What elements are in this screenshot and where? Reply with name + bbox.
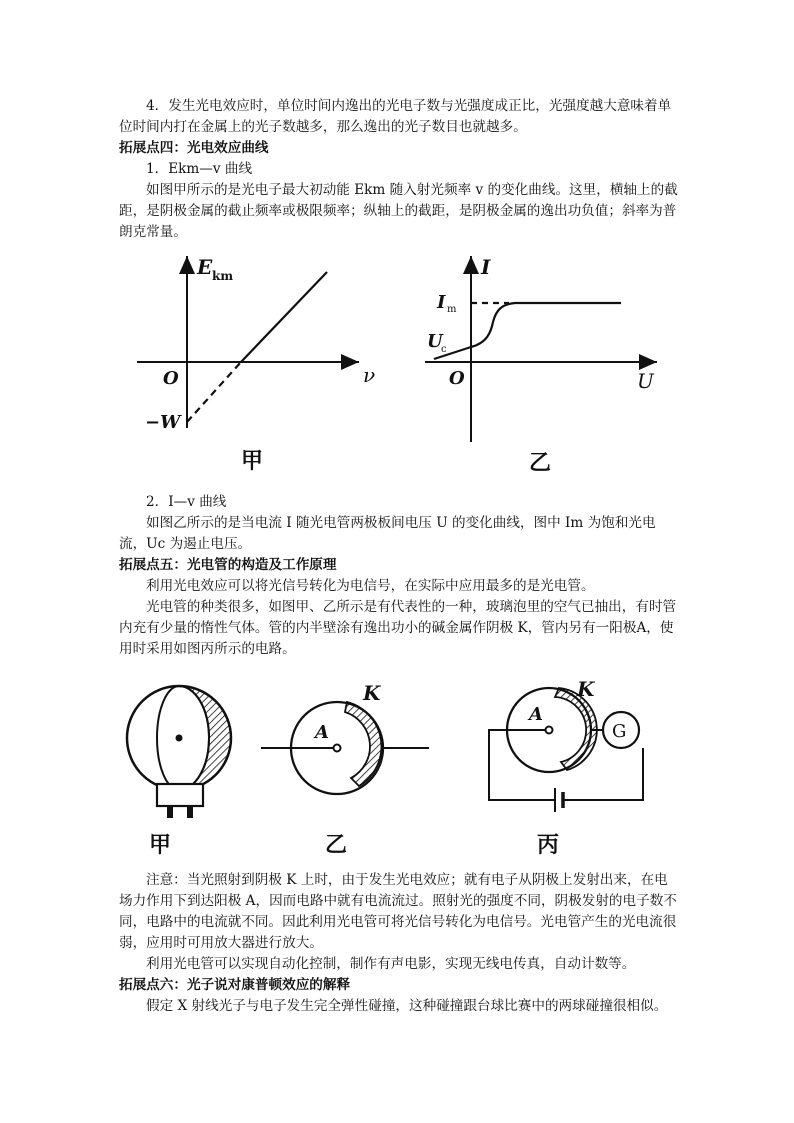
- galvanometer-label: G: [612, 721, 627, 742]
- caption-yi: 乙: [529, 450, 552, 476]
- figure-phototube: [119, 672, 689, 862]
- phototube-bulb: [127, 686, 231, 858]
- voltage-axis-label: U: [637, 369, 654, 393]
- uc-label: U: [427, 331, 443, 352]
- im-sub: m: [447, 304, 457, 315]
- uc-sub: c: [441, 344, 447, 355]
- paragraph-use: 利用光电管可以实现自动化控制，制作有声电影，实现无线电传真，自动计数等。: [146, 956, 636, 972]
- figure-curves: [119, 250, 679, 480]
- paragraph-note: 注意：当光照射到阴极 K 上时，由于发生光电效应；就有电子从阴极上发射出来，在电场力作用下到达阳极 A，因而电路中就有电流流过。照射光的强度不同，阴极发射的电子数不同，电路中的电流就不同。因此利用光电管可将光信号转化为电信号。光电管产生的光电流很弱，应用时可用放大器进行放大。: [119, 872, 677, 951]
- im-label: I: [437, 292, 446, 313]
- cathode-label: K: [363, 681, 381, 705]
- cathode-label-2: K: [577, 677, 595, 701]
- paragraph-5a: 利用光电效应可以将光信号转化为电信号，在实际中应用最多的是光电管。: [146, 578, 595, 594]
- paragraph-5b: 光电管的种类很多，如图甲、乙所示是有代表性的一种，玻璃泡里的空气已抽出，有时管内充有少量的惰性气体。管的内半壁涂有逸出功小的碱金属作阴极 K，管内另有一阳极A，使用时采用如图丙所示的电路。: [119, 599, 677, 657]
- phototube-circuit: [489, 677, 643, 858]
- nu-axis-label: ν: [363, 363, 376, 387]
- caption-yi-2: 乙: [325, 832, 348, 858]
- origin-label: O: [163, 368, 179, 389]
- document-page: [119, 96, 679, 243]
- heading-point-4: 拓展点四：光电效应曲线: [119, 140, 269, 156]
- anode-label-2: A: [529, 704, 543, 725]
- ekm-axis-sub: km: [212, 269, 234, 283]
- document-page-3: [119, 870, 679, 1017]
- origin-label-2: O: [449, 368, 465, 389]
- anode-label: A: [315, 722, 329, 743]
- subheading-ekm-curve: 1．Ekm—v 曲线: [146, 161, 253, 177]
- heading-point-5: 拓展点五：光电管的构造及工作原理: [119, 557, 337, 573]
- phototube-schematic: [261, 681, 429, 858]
- ekm-graph: [137, 255, 375, 474]
- ekm-axis-label: E: [197, 255, 213, 279]
- document-page-2: [119, 492, 679, 660]
- current-axis-label: I: [481, 255, 491, 279]
- work-function-label: −W: [145, 412, 181, 433]
- caption-bing: 丙: [537, 832, 560, 858]
- caption-jia: 甲: [241, 448, 264, 474]
- caption-jia-2: 甲: [149, 832, 172, 858]
- paragraph-iu: 如图乙所示的是当电流 I 随光电管两极板间电压 U 的变化曲线，图中 Im 为饱和光电流，Uc 为遏止电压。: [119, 515, 656, 552]
- subheading-iu-curve: 2．I—v 曲线: [146, 494, 227, 510]
- iu-graph: [425, 255, 657, 476]
- paragraph-ekm: 如图甲所示的是光电子最大初动能 Ekm 随入射光频率 v 的变化曲线。这里，横轴上的截距，是阴极金属的截止频率或极限频率；纵轴上的截距，是阴极金属的逸出功负值；斜率为普朗克常量。: [119, 182, 678, 240]
- heading-point-6: 拓展点六：光子说对康普顿效应的解释: [119, 977, 351, 993]
- paragraph-4: 4．发生光电效应时，单位时间内逸出的光电子数与光强度成正比，光强度越大意味着单位时间内打在金属上的光子数越多，那么逸出的光子数目也就越多。: [119, 98, 672, 135]
- paragraph-6: 假定 X 射线光子与电子发生完全弹性碰撞，这种碰撞跟台球比赛中的两球碰撞很相似。: [146, 998, 668, 1014]
